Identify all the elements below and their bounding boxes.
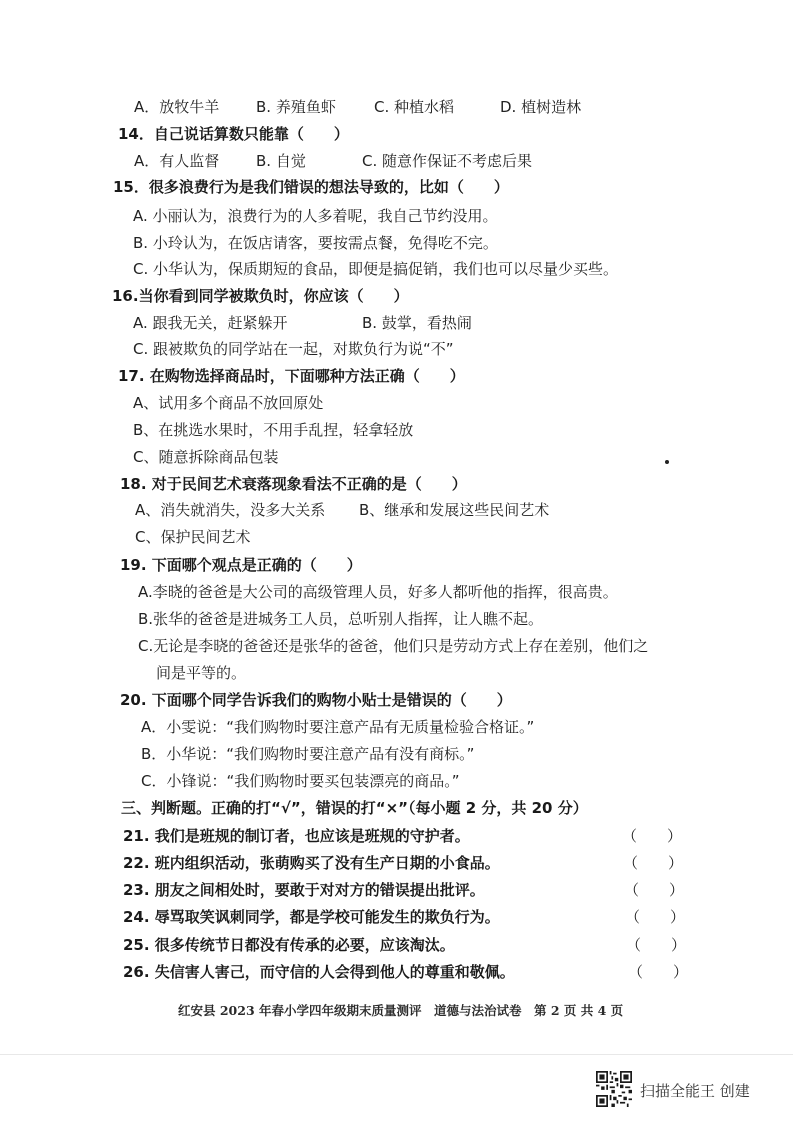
option-d: D. 植树造林 bbox=[500, 98, 582, 116]
qr-code-icon bbox=[596, 1071, 632, 1107]
option-a: A．放牧牛羊 bbox=[134, 98, 220, 116]
question-20-option-c: C．小锋说：“我们购物时要买包装漂亮的商品。” bbox=[141, 772, 460, 790]
page-footer: 红安县 2023 年春小学四年级期末质量测评 道德与法治试卷 第 2 页 共 4 页 bbox=[178, 1003, 624, 1018]
answer-paren: （ ） bbox=[626, 936, 687, 954]
answer-paren: （ ） bbox=[628, 963, 689, 981]
scanner-brand-label: 扫描全能王 创建 bbox=[640, 1082, 750, 1100]
option-a: A．有人监督 bbox=[134, 152, 220, 170]
judgment-text: 24. 辱骂取笑讽刺同学，都是学校可能发生的欺负行为。 bbox=[123, 908, 500, 926]
scan-speck bbox=[665, 460, 669, 464]
option-b: B. 自觉 bbox=[256, 152, 306, 170]
judgment-text: 25. 很多传统节日都没有传承的必要，应该淘汰。 bbox=[123, 936, 455, 954]
question-15-option-a: A. 小丽认为，浪费行为的人多着呢，我自己节约没用。 bbox=[133, 207, 498, 225]
option-b: B. 鼓掌，看热闹 bbox=[362, 314, 472, 332]
question-19-stem: 19. 下面哪个观点是正确的（ ） bbox=[120, 556, 362, 574]
judgment-text: 21. 我们是班规的制订者，也应该是班规的守护者。 bbox=[123, 827, 470, 845]
judgment-text: 23. 朋友之间相处时，要敢于对对方的错误提出批评。 bbox=[123, 881, 485, 899]
question-20-option-a: A．小雯说：“我们购物时要注意产品有无质量检验合格证。” bbox=[141, 718, 535, 736]
question-19-option-b: B.张华的爸爸是进城务工人员，总听别人指挥，让人瞧不起。 bbox=[138, 610, 544, 628]
question-17-option-a: A、试用多个商品不放回原处 bbox=[133, 394, 324, 412]
question-15-option-c: C. 小华认为，保质期短的食品，即便是搞促销，我们也可以尽量少买些。 bbox=[133, 260, 619, 278]
scan-edge-line bbox=[0, 1054, 793, 1055]
option-a: A、消失就消失，没多大关系 bbox=[135, 501, 326, 519]
question-15-option-b: B. 小玲认为，在饭店请客，要按需点餐，免得吃不完。 bbox=[133, 234, 498, 252]
option-b: B. 养殖鱼虾 bbox=[256, 98, 336, 116]
answer-paren: （ ） bbox=[625, 908, 686, 926]
question-18-option-c: C、保护民间艺术 bbox=[135, 528, 251, 546]
question-19-option-c-cont: 间是平等的。 bbox=[156, 664, 247, 682]
option-a: A. 跟我无关，赶紧躲开 bbox=[133, 314, 288, 332]
question-17-option-b: B、在挑选水果时，不用手乱捏，轻拿轻放 bbox=[133, 421, 414, 439]
question-14-stem: 14．自己说话算数只能靠（ ） bbox=[118, 125, 349, 143]
question-15-stem: 15．很多浪费行为是我们错误的想法导致的，比如（ ） bbox=[113, 178, 509, 196]
section-heading: 三、判断题。正确的打“√”，错误的打“×”（每小题 2 分，共 20 分） bbox=[121, 799, 588, 817]
question-20-stem: 20. 下面哪个同学告诉我们的购物小贴士是错误的（ ） bbox=[120, 691, 512, 709]
question-20-option-b: B．小华说：“我们购物时要注意产品有没有商标。” bbox=[141, 745, 475, 763]
option-b: B、继承和发展这些民间艺术 bbox=[359, 501, 550, 519]
question-19-option-a: A.李晓的爸爸是大公司的高级管理人员，好多人都听他的指挥，很高贵。 bbox=[138, 583, 618, 601]
question-17-stem: 17. 在购物选择商品时，下面哪种方法正确（ ） bbox=[118, 367, 465, 385]
option-c: C. 随意作保证不考虑后果 bbox=[362, 152, 533, 170]
answer-paren: （ ） bbox=[624, 881, 685, 899]
question-16-stem: 16.当你看到同学被欺负时，你应该（ ） bbox=[112, 287, 409, 305]
answer-paren: （ ） bbox=[623, 854, 684, 872]
option-c: C. 种植水稻 bbox=[374, 98, 455, 116]
judgment-text: 26. 失信害人害己，而守信的人会得到他人的尊重和敬佩。 bbox=[123, 963, 515, 981]
judgment-text: 22. 班内组织活动，张萌购买了没有生产日期的小食品。 bbox=[123, 854, 500, 872]
question-18-stem: 18. 对于民间艺术衰落现象看法不正确的是（ ） bbox=[120, 475, 467, 493]
question-16-option-c: C. 跟被欺负的同学站在一起，对欺负行为说“不” bbox=[133, 340, 454, 358]
question-17-option-c: C、随意拆除商品包装 bbox=[133, 448, 279, 466]
question-19-option-c: C.无论是李晓的爸爸还是张华的爸爸，他们只是劳动方式上存在差别，他们之 bbox=[138, 637, 649, 655]
answer-paren: （ ） bbox=[622, 827, 683, 845]
